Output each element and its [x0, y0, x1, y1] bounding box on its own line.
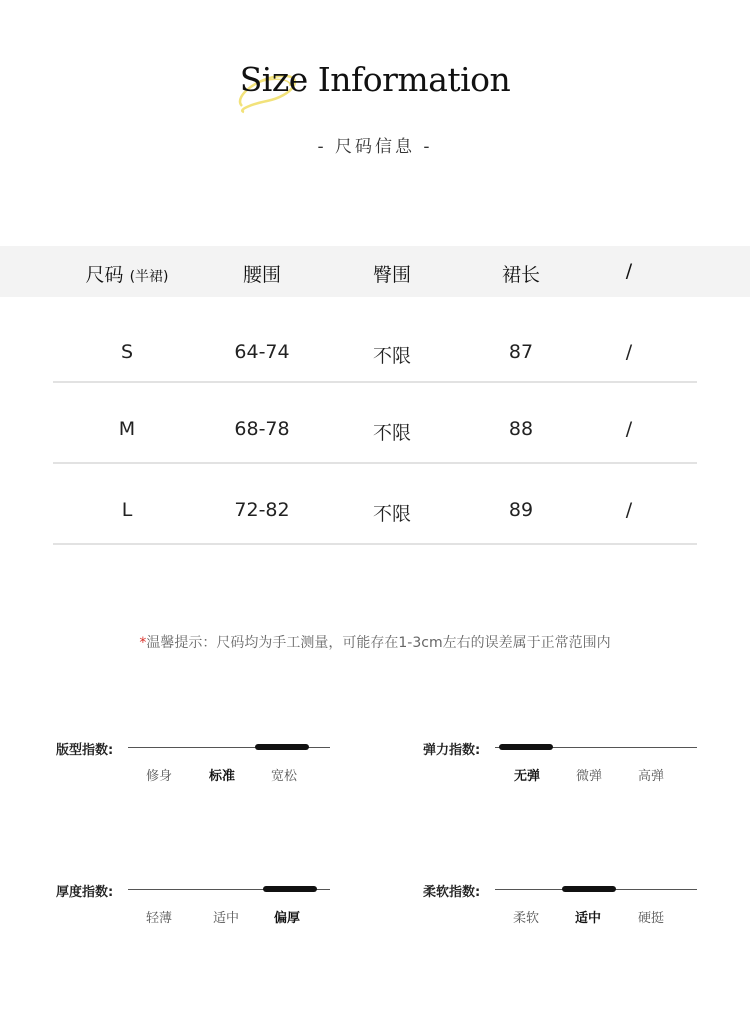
column-header-length: 裙长: [501, 264, 540, 286]
cell-extra: /: [625, 499, 633, 521]
fit-index-marker: [255, 744, 309, 750]
fit-option-slim: 修身: [145, 769, 173, 784]
thickness-index: [56, 881, 336, 931]
softness-option-stiff: 硬挺: [637, 911, 665, 926]
thickness-option-medium: 适中: [212, 911, 240, 926]
column-header-hip: 臀围: [372, 264, 411, 286]
page-subtitle: - 尺码信息 -: [317, 137, 433, 157]
softness-index-label: 柔软指数:: [423, 885, 481, 900]
fit-option-loose: 宽松: [270, 769, 298, 784]
softness-option-soft: 柔软: [512, 911, 540, 926]
fit-index: [56, 739, 336, 789]
row-divider: [53, 543, 697, 545]
cell-size: L: [121, 499, 133, 521]
cell-waist: 68-78: [234, 418, 290, 440]
cell-size: M: [118, 418, 136, 440]
elasticity-option-none: 无弹: [513, 769, 541, 784]
table-row: [0, 418, 750, 478]
cell-hip: 不限: [372, 345, 411, 367]
cell-extra: /: [625, 341, 633, 363]
cell-extra: /: [625, 418, 633, 440]
table-row: [0, 341, 750, 401]
thickness-index-label: 厚度指数:: [56, 885, 114, 900]
row-divider: [53, 381, 697, 383]
softness-index: [423, 881, 703, 931]
cell-length: 88: [508, 418, 534, 440]
elasticity-index-marker: [499, 744, 553, 750]
fit-index-label: 版型指数:: [56, 743, 114, 758]
column-header-waist: 腰围: [242, 264, 281, 286]
size-table-header: [0, 246, 750, 297]
softness-option-medium: 适中: [574, 911, 602, 926]
cell-size: S: [120, 341, 134, 363]
cell-waist: 72-82: [234, 499, 290, 521]
column-header-size-sub: (半裙): [129, 269, 169, 285]
elasticity-option-high: 高弹: [637, 769, 665, 784]
cell-length: 89: [508, 499, 534, 521]
cell-hip: 不限: [372, 422, 411, 444]
cell-hip: 不限: [372, 503, 411, 525]
column-header-slash: /: [625, 260, 633, 282]
thickness-option-thick: 偏厚: [273, 911, 301, 926]
title-text: Size Information: [239, 60, 511, 99]
page-title: [240, 60, 511, 99]
column-header-size-label: 尺码: [85, 264, 124, 286]
elasticity-option-slight: 微弹: [575, 769, 603, 784]
measurement-tip: [0, 632, 750, 652]
softness-index-marker: [562, 886, 616, 892]
cell-length: 87: [508, 341, 534, 363]
cell-waist: 64-74: [234, 341, 290, 363]
thickness-option-thin: 轻薄: [145, 911, 173, 926]
table-row: [0, 499, 750, 559]
column-header-size: [67, 260, 187, 287]
tip-text: 温馨提示：尺码均为手工测量，可能存在1-3cm左右的误差属于正常范围内: [146, 635, 611, 651]
thickness-index-marker: [263, 886, 317, 892]
fit-option-standard: 标准: [208, 769, 236, 784]
row-divider: [53, 462, 697, 464]
tip-asterisk: *: [139, 635, 147, 651]
title-block: [0, 60, 750, 99]
elasticity-index-label: 弹力指数:: [423, 743, 481, 758]
elasticity-index: [423, 739, 703, 789]
